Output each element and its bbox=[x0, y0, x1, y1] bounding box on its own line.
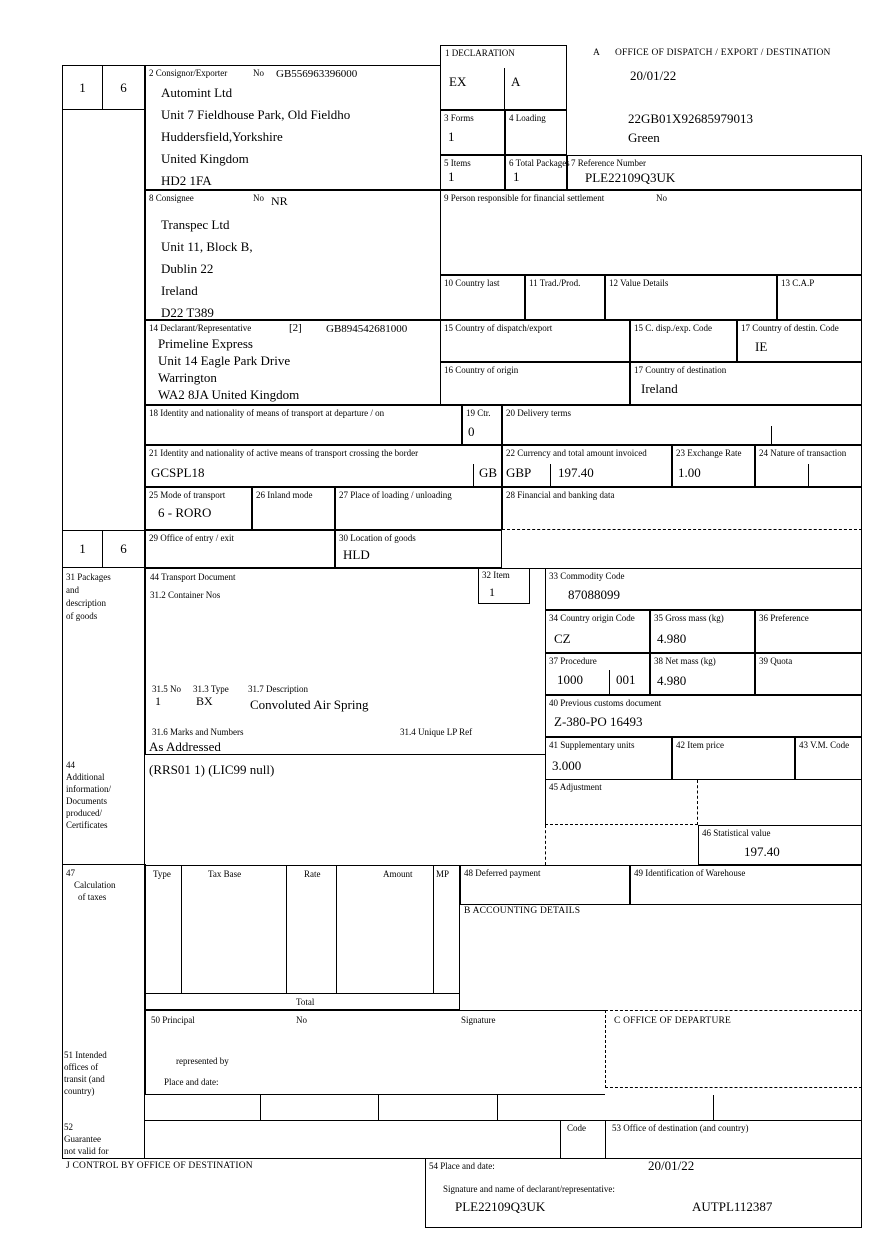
left-column-divider bbox=[62, 864, 146, 865]
box27-place-loading bbox=[335, 487, 502, 530]
box8-no-label: No bbox=[253, 193, 264, 203]
box16-country-origin bbox=[440, 362, 630, 405]
box4-loading bbox=[505, 110, 567, 155]
box17-label: 17 Country of destination bbox=[634, 365, 727, 375]
box44-label-l3: information/ bbox=[66, 784, 111, 794]
box2-eori: GB556963396000 bbox=[276, 68, 358, 80]
box12-label: 12 Value Details bbox=[609, 278, 669, 288]
box53-label: 53 Office of destination (and country) bbox=[612, 1123, 749, 1133]
box11-trad-prod bbox=[525, 275, 605, 320]
box14-declarant bbox=[145, 320, 441, 405]
box25-value: 6 - RORO bbox=[158, 505, 212, 520]
box51-label-l1: 51 Intended bbox=[64, 1050, 107, 1060]
box22-amount: 197.40 bbox=[558, 465, 594, 480]
box2-name: Automint Ltd bbox=[161, 85, 233, 100]
section-c-title: C OFFICE OF DEPARTURE bbox=[614, 1016, 732, 1026]
bottom-section-divider bbox=[425, 1158, 426, 1228]
transit-cell-divider-3 bbox=[497, 1095, 498, 1120]
box12-value-details bbox=[605, 275, 777, 320]
box33-label: 33 Commodity Code bbox=[549, 571, 625, 581]
box48-label: 48 Deferred payment bbox=[464, 868, 541, 878]
box15-country-dispatch bbox=[440, 320, 630, 362]
box36-label: 36 Preference bbox=[759, 613, 809, 623]
box34-value: CZ bbox=[554, 631, 571, 646]
box17a-destination-code bbox=[737, 320, 862, 362]
box33-commodity-code bbox=[545, 568, 862, 610]
box13-cap bbox=[777, 275, 862, 320]
section-b-title: B ACCOUNTING DETAILS bbox=[464, 906, 581, 916]
box51-label-l2: offices of bbox=[64, 1062, 99, 1072]
box8-address-2: Dublin 22 bbox=[161, 261, 214, 276]
box44-label-l6: Certificates bbox=[66, 820, 108, 830]
box52-code-label: Code bbox=[567, 1123, 586, 1133]
box8-postcode: D22 T389 bbox=[161, 305, 214, 320]
copy-cell-1 bbox=[62, 65, 103, 110]
box54-bottom-line bbox=[425, 1227, 862, 1228]
box38-value: 4.980 bbox=[657, 673, 687, 688]
box24-label: 24 Nature of transaction bbox=[759, 448, 847, 458]
box15a-label: 15 C. disp./exp. Code bbox=[634, 323, 712, 333]
box44t-transport-doc-label: 44 Transport Document bbox=[150, 572, 236, 582]
box31-label-l3: description bbox=[66, 598, 106, 608]
box14-name: Primeline Express bbox=[158, 336, 253, 351]
box17a-label: 17 Country of destin. Code bbox=[741, 323, 839, 333]
box36-preference bbox=[755, 610, 862, 653]
box54-label: 54 Place and date: bbox=[429, 1161, 495, 1171]
item-description-value: Convoluted Air Spring bbox=[250, 697, 369, 712]
box40-previous-document bbox=[545, 695, 862, 737]
box2-no-label: No bbox=[253, 68, 264, 78]
box30-location-goods bbox=[335, 530, 502, 568]
box1-subtype-value: A bbox=[511, 74, 521, 89]
box39-label: 39 Quota bbox=[759, 656, 793, 666]
section-c-office-departure bbox=[605, 1010, 862, 1088]
box54-signature-name: AUTPL112387 bbox=[692, 1199, 773, 1214]
tax-header-base: Tax Base bbox=[208, 869, 242, 879]
item-marks-value: As Addressed bbox=[149, 739, 221, 754]
box2-address-2: Huddersfield,Yorkshire bbox=[161, 129, 283, 144]
box44-label-l2: Additional bbox=[66, 772, 105, 782]
tax-header-mp: MP bbox=[436, 869, 450, 879]
box49-warehouse-id bbox=[630, 865, 862, 905]
tax-col-divider-3 bbox=[336, 866, 337, 993]
box9-no-label: No bbox=[656, 193, 667, 203]
box23-exchange-rate bbox=[672, 445, 755, 487]
box21-identity: GCSPL18 bbox=[151, 465, 205, 480]
item-marks-label: 31.6 Marks and Numbers bbox=[152, 727, 244, 737]
box6-label: 6 Total Packages bbox=[509, 158, 570, 168]
box2-consignor bbox=[145, 65, 441, 190]
box52-label-l3: not valid for bbox=[64, 1146, 109, 1156]
box48-deferred-payment bbox=[460, 865, 630, 905]
box10-label: 10 Country last bbox=[444, 278, 500, 288]
box37-value-2: 001 bbox=[616, 672, 636, 687]
box40-label: 40 Previous customs document bbox=[549, 698, 662, 708]
item-lp-ref-label: 31.4 Unique LP Ref bbox=[400, 727, 473, 737]
tax-col-divider-1 bbox=[181, 866, 182, 993]
box41-label: 41 Supplementary units bbox=[549, 740, 635, 750]
box37-value-1: 1000 bbox=[557, 672, 583, 687]
box7-value: PLE22109Q3UK bbox=[585, 170, 676, 185]
box14-code: [2] bbox=[289, 322, 302, 334]
box47-tax-table bbox=[145, 865, 460, 1010]
box40-value: Z-380-PO 16493 bbox=[554, 714, 643, 729]
box18-transport-departure bbox=[145, 405, 462, 445]
box37-procedure bbox=[545, 653, 650, 695]
box32-value: 1 bbox=[489, 585, 495, 599]
item-no-label: 31.5 No bbox=[152, 684, 181, 694]
copy-1-value: 1 bbox=[79, 79, 86, 95]
box37-label: 37 Procedure bbox=[549, 656, 597, 666]
tax-header-amount: Amount bbox=[383, 869, 413, 879]
box5-label: 5 Items bbox=[444, 158, 471, 168]
box14-postcode-country: WA2 8JA United Kingdom bbox=[158, 387, 300, 402]
box42-item-price bbox=[672, 737, 795, 780]
box8-consignee bbox=[145, 190, 441, 320]
item-no-value: 1 bbox=[155, 694, 161, 708]
tax-header-type: Type bbox=[153, 869, 171, 879]
transit-cell-divider-1 bbox=[260, 1095, 261, 1120]
section-a-title: A OFFICE OF DISPATCH / EXPORT / DESTINATION bbox=[593, 48, 831, 58]
box1-divider bbox=[504, 68, 505, 110]
box5-value: 1 bbox=[448, 169, 455, 184]
box31-label-l1: 31 Packages bbox=[66, 572, 111, 582]
box14-eori: GB894542681000 bbox=[326, 323, 408, 335]
box11-label: 11 Trad./Prod. bbox=[529, 278, 581, 288]
box1-label: 1 DECLARATION bbox=[445, 48, 515, 58]
box26-label: 26 Inland mode bbox=[256, 490, 313, 500]
box42-label: 42 Item price bbox=[676, 740, 724, 750]
box46-value: 197.40 bbox=[744, 844, 780, 859]
movement-reference-number: 22GB01X92685979013 bbox=[628, 111, 753, 126]
box46-label: 46 Statistical value bbox=[702, 828, 771, 838]
section-j-title: J CONTROL BY OFFICE OF DESTINATION bbox=[66, 1161, 253, 1171]
box22-currency-amount bbox=[502, 445, 672, 487]
box31-2-container-label: 31.2 Container Nos bbox=[150, 590, 221, 600]
box25-label: 25 Mode of transport bbox=[149, 490, 226, 500]
form-left-border bbox=[62, 65, 63, 1158]
box8-id: NR bbox=[271, 194, 288, 208]
box50-label: 50 Principal bbox=[151, 1015, 195, 1025]
box44-label-l4: Documents bbox=[66, 796, 107, 806]
copy-1b-value: 1 bbox=[79, 541, 86, 556]
box21-label: 21 Identity and nationality of active means of transport crossing the border bbox=[149, 448, 419, 458]
box32-item bbox=[478, 568, 530, 604]
box43-label: 43 V.M. Code bbox=[799, 740, 850, 750]
box18-label: 18 Identity and nationality of means of transport at departure / on bbox=[149, 408, 385, 418]
box50-place-date-label: Place and date: bbox=[164, 1077, 219, 1087]
tax-header-rate: Rate bbox=[304, 869, 321, 879]
box45-label: 45 Adjustment bbox=[549, 782, 602, 792]
box41-supplementary-units bbox=[545, 737, 672, 780]
tax-col-divider-4 bbox=[433, 866, 434, 993]
box47-label-l3: of taxes bbox=[78, 892, 107, 902]
box47-label-l2: Calculation bbox=[74, 880, 116, 890]
box10-country-last bbox=[440, 275, 525, 320]
box3-forms bbox=[440, 110, 505, 155]
box50-principal bbox=[145, 1010, 605, 1095]
copy-cell-6b bbox=[102, 530, 145, 568]
box27-label: 27 Place of loading / unloading bbox=[339, 490, 452, 500]
box6-value: 1 bbox=[513, 169, 520, 184]
box54-date: 20/01/22 bbox=[648, 1158, 695, 1173]
box35-value: 4.980 bbox=[657, 631, 687, 646]
tax-col-divider-2 bbox=[286, 866, 287, 993]
box41-value: 3.000 bbox=[552, 758, 582, 773]
box22-currency: GBP bbox=[506, 465, 532, 480]
box1-declaration bbox=[440, 45, 567, 110]
box46-statistical-value bbox=[698, 825, 862, 865]
box7-reference-number bbox=[567, 155, 862, 190]
box17-value: Ireland bbox=[641, 381, 678, 396]
box7-label: 7 Reference Number bbox=[571, 158, 646, 168]
box14-label: 14 Declarant/Representative bbox=[149, 323, 252, 333]
box54-signature-label: Signature and name of declarant/representative: bbox=[443, 1184, 615, 1194]
box8-name: Transpec Ltd bbox=[161, 217, 230, 232]
box52-label-l2: Guarantee bbox=[64, 1134, 101, 1144]
box44-value: (RRS01 1) (LIC99 null) bbox=[149, 762, 275, 777]
box53-left-border bbox=[605, 1120, 606, 1158]
routing-status: Green bbox=[628, 130, 660, 145]
box44-label-l1: 44 bbox=[66, 760, 75, 770]
box20-delivery-terms bbox=[502, 405, 862, 445]
box31-label-l2: and bbox=[66, 585, 79, 595]
box13-label: 13 C.A.P bbox=[781, 278, 815, 288]
box2-postcode: HD2 1FA bbox=[161, 173, 212, 188]
box23-value: 1.00 bbox=[678, 465, 701, 480]
box45-dashed-extension bbox=[545, 825, 546, 865]
item-type-value: BX bbox=[196, 694, 213, 708]
box44-label-l5: produced/ bbox=[66, 808, 102, 818]
box51-label-l4: country) bbox=[64, 1086, 95, 1096]
box38-label: 38 Net mass (kg) bbox=[654, 656, 716, 666]
box22-subdivider bbox=[550, 464, 551, 487]
tax-total-divider bbox=[146, 993, 459, 994]
box28-financial-banking bbox=[502, 487, 862, 530]
item-type-label: 31.3 Type bbox=[193, 684, 229, 694]
box47-label-l1: 47 bbox=[66, 868, 75, 878]
box24-nature-transaction bbox=[755, 445, 862, 487]
box2-country: United Kingdom bbox=[161, 151, 249, 166]
box17a-value: IE bbox=[755, 339, 768, 354]
copy-6b-value: 6 bbox=[120, 541, 127, 556]
box9-financial-settlement bbox=[440, 190, 862, 275]
transit-cell-divider-2 bbox=[378, 1095, 379, 1120]
box24-subdivider bbox=[808, 464, 809, 487]
transit-row-bottom-line bbox=[145, 1120, 862, 1121]
box8-label: 8 Consignee bbox=[149, 193, 194, 203]
dispatch-date: 20/01/22 bbox=[630, 68, 677, 83]
box50-signature-label: Signature bbox=[461, 1015, 496, 1025]
copy-cell-6 bbox=[102, 65, 145, 110]
box34-label: 34 Country origin Code bbox=[549, 613, 635, 623]
box4-label: 4 Loading bbox=[509, 113, 546, 123]
box21-nationality: GB bbox=[479, 465, 498, 480]
bottom-section-top-line bbox=[62, 1158, 862, 1159]
box16-label: 16 Country of origin bbox=[444, 365, 519, 375]
box35-label: 35 Gross mass (kg) bbox=[654, 613, 724, 623]
box23-label: 23 Exchange Rate bbox=[676, 448, 742, 458]
box32-label: 32 Item bbox=[482, 570, 510, 580]
box5-items bbox=[440, 155, 505, 190]
box1-type-value: EX bbox=[449, 74, 467, 89]
box51-label-l3: transit (and bbox=[64, 1074, 105, 1084]
box39-quota bbox=[755, 653, 862, 695]
copy-6-value: 6 bbox=[120, 79, 127, 95]
box28-label: 28 Financial and banking data bbox=[506, 490, 615, 500]
box2-address-1: Unit 7 Fieldhouse Park, Old Fieldho bbox=[161, 107, 351, 122]
box29-office-entry-exit bbox=[145, 530, 335, 568]
box45-adjustment bbox=[545, 780, 698, 825]
box19-label: 19 Ctr. bbox=[466, 408, 491, 418]
box20-subdivider bbox=[771, 426, 772, 445]
box38-net-mass bbox=[650, 653, 755, 695]
box52-label-l1: 52 bbox=[64, 1122, 73, 1132]
guarantee-code-divider bbox=[560, 1120, 561, 1158]
box50-no-label: No bbox=[296, 1015, 307, 1025]
copy-cell-1b bbox=[62, 530, 103, 568]
additional-info-divider bbox=[145, 754, 545, 755]
box29-label: 29 Office of entry / exit bbox=[149, 533, 235, 543]
box9-label: 9 Person responsible for financial settlement bbox=[444, 193, 605, 203]
box19-container bbox=[462, 405, 502, 445]
box33-value: 87088099 bbox=[568, 587, 620, 602]
box30-value: HLD bbox=[343, 547, 370, 562]
box21-subdivider bbox=[473, 464, 474, 487]
box3-label: 3 Forms bbox=[444, 113, 474, 123]
box15-label: 15 Country of dispatch/export bbox=[444, 323, 553, 333]
item-description-label: 31.7 Description bbox=[248, 684, 308, 694]
box14-address-1: Unit 14 Eagle Park Drive bbox=[158, 353, 291, 368]
box50-represented-by-label: represented by bbox=[176, 1056, 229, 1066]
box35-gross-mass bbox=[650, 610, 755, 653]
box30-label: 30 Location of goods bbox=[339, 533, 416, 543]
box6-total-packages bbox=[505, 155, 570, 190]
transit-cell-divider-4 bbox=[713, 1095, 714, 1120]
tax-total-label: Total bbox=[296, 997, 315, 1007]
box34-country-origin-code bbox=[545, 610, 650, 653]
box8-address-1: Unit 11, Block B, bbox=[161, 239, 253, 254]
box54-signature-reference: PLE22109Q3UK bbox=[455, 1199, 546, 1214]
box19-value: 0 bbox=[468, 424, 475, 439]
box14-address-2: Warrington bbox=[158, 370, 217, 385]
box22-label: 22 Currency and total amount invoiced bbox=[506, 448, 647, 458]
box25-mode-transport bbox=[145, 487, 252, 530]
box17-country-destination bbox=[630, 362, 862, 405]
box15a-dispatch-code bbox=[630, 320, 737, 362]
box43-vm-code bbox=[795, 737, 862, 780]
box37-subdivider bbox=[609, 670, 610, 695]
box21-active-transport bbox=[145, 445, 502, 487]
box26-inland-mode bbox=[252, 487, 335, 530]
box3-value: 1 bbox=[448, 129, 455, 144]
box8-country: Ireland bbox=[161, 283, 198, 298]
box2-label: 2 Consignor/Exporter bbox=[149, 68, 228, 78]
box31-label-l4: of goods bbox=[66, 611, 98, 621]
box49-label: 49 Identification of Warehouse bbox=[634, 868, 746, 878]
box20-label: 20 Delivery terms bbox=[506, 408, 571, 418]
